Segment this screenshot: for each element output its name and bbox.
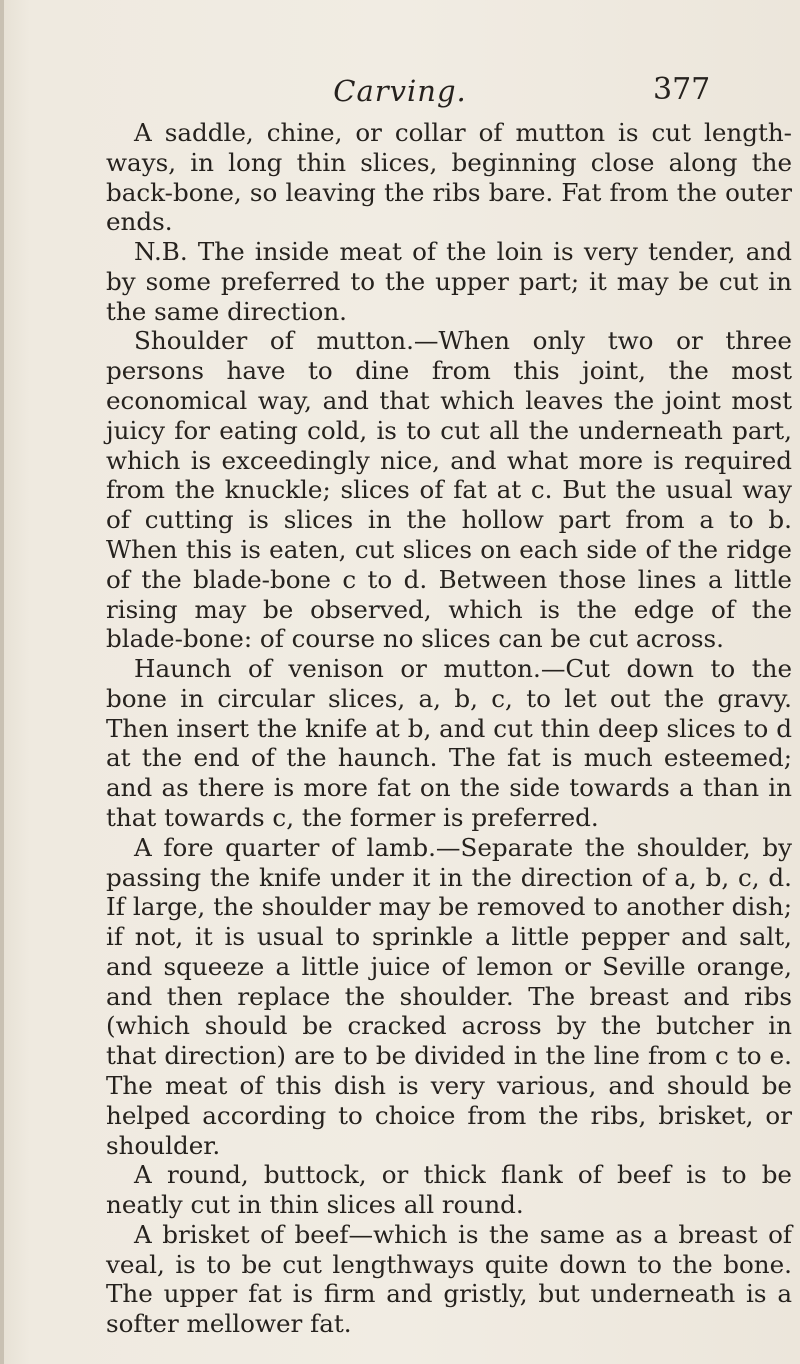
body-text — [106, 118, 792, 1339]
paragraph-brisket-of-beef: A brisket of beef—which is the same as a breast of veal, is to be cut lengthways quite down to the bone. The upper fat is firm and gristly, but underneath is a softer mellower fat. — [106, 1219, 792, 1339]
paragraph-saddle-of-mutton: A saddle, chine, or collar of mutton is cut length-ways, in long thin slices, beginning close along the back-bone, so leaving the ribs bare. Fat from the outer ends. — [106, 118, 792, 237]
binding-edge — [0, 0, 4, 1364]
paragraph-nb-loin: N.B. The inside meat of the loin is very tender, and by some preferred to the upper part; it may be cut in the same direction. — [106, 237, 792, 326]
paragraph-round-of-beef: A round, buttock, or thick flank of beef is to be neatly cut in thin slices all round. — [106, 1160, 792, 1220]
running-title: Carving. — [333, 74, 467, 108]
paragraph-haunch-of-venison: Haunch of venison or mutton.—Cut down to the bone in circular slices, a, b, c, to let out the gravy. Then insert the knife at b, and cut thin deep slices to d at the end of the haunch. The fat is much esteemed; and as there is more fat on the side towards a than in that towards c, the former is preferred. — [106, 654, 792, 832]
running-head — [0, 72, 800, 112]
paragraph-fore-quarter-of-lamb: A fore quarter of lamb.—Separate the shoulder, by passing the knife under it in the direction of a, b, c, d. If large, the shoulder may be removed to another dish; if not, it is usual to sprinkle a little pepper and salt, and squeeze a little juice of lemon or Seville orange, and then replace the shoulder. The breast and ribs (which should be cracked across by the butcher in that direction) are to be divided in the line from c to e. The meat of this dish is very various, and should be helped according to choice from the ribs, brisket, or shoulder. — [106, 832, 792, 1160]
page-number: 377 — [653, 72, 711, 107]
paragraph-shoulder-of-mutton: Shoulder of mutton.—When only two or three persons have to dine from this joint, the most economical way, and that which leaves the joint most juicy for eating cold, is to cut all the underneath part, which is exceedingly nice, and what more is required from the knuckle; slices of fat at c. But the usual way of cutting is slices in the hollow part from a to b. When this is eaten, cut slices on each side of the ridge of the blade-bone c to d. Between those lines a little rising may be observed, which is the edge of the blade-bone: of course no slices can be cut across. — [106, 326, 792, 654]
